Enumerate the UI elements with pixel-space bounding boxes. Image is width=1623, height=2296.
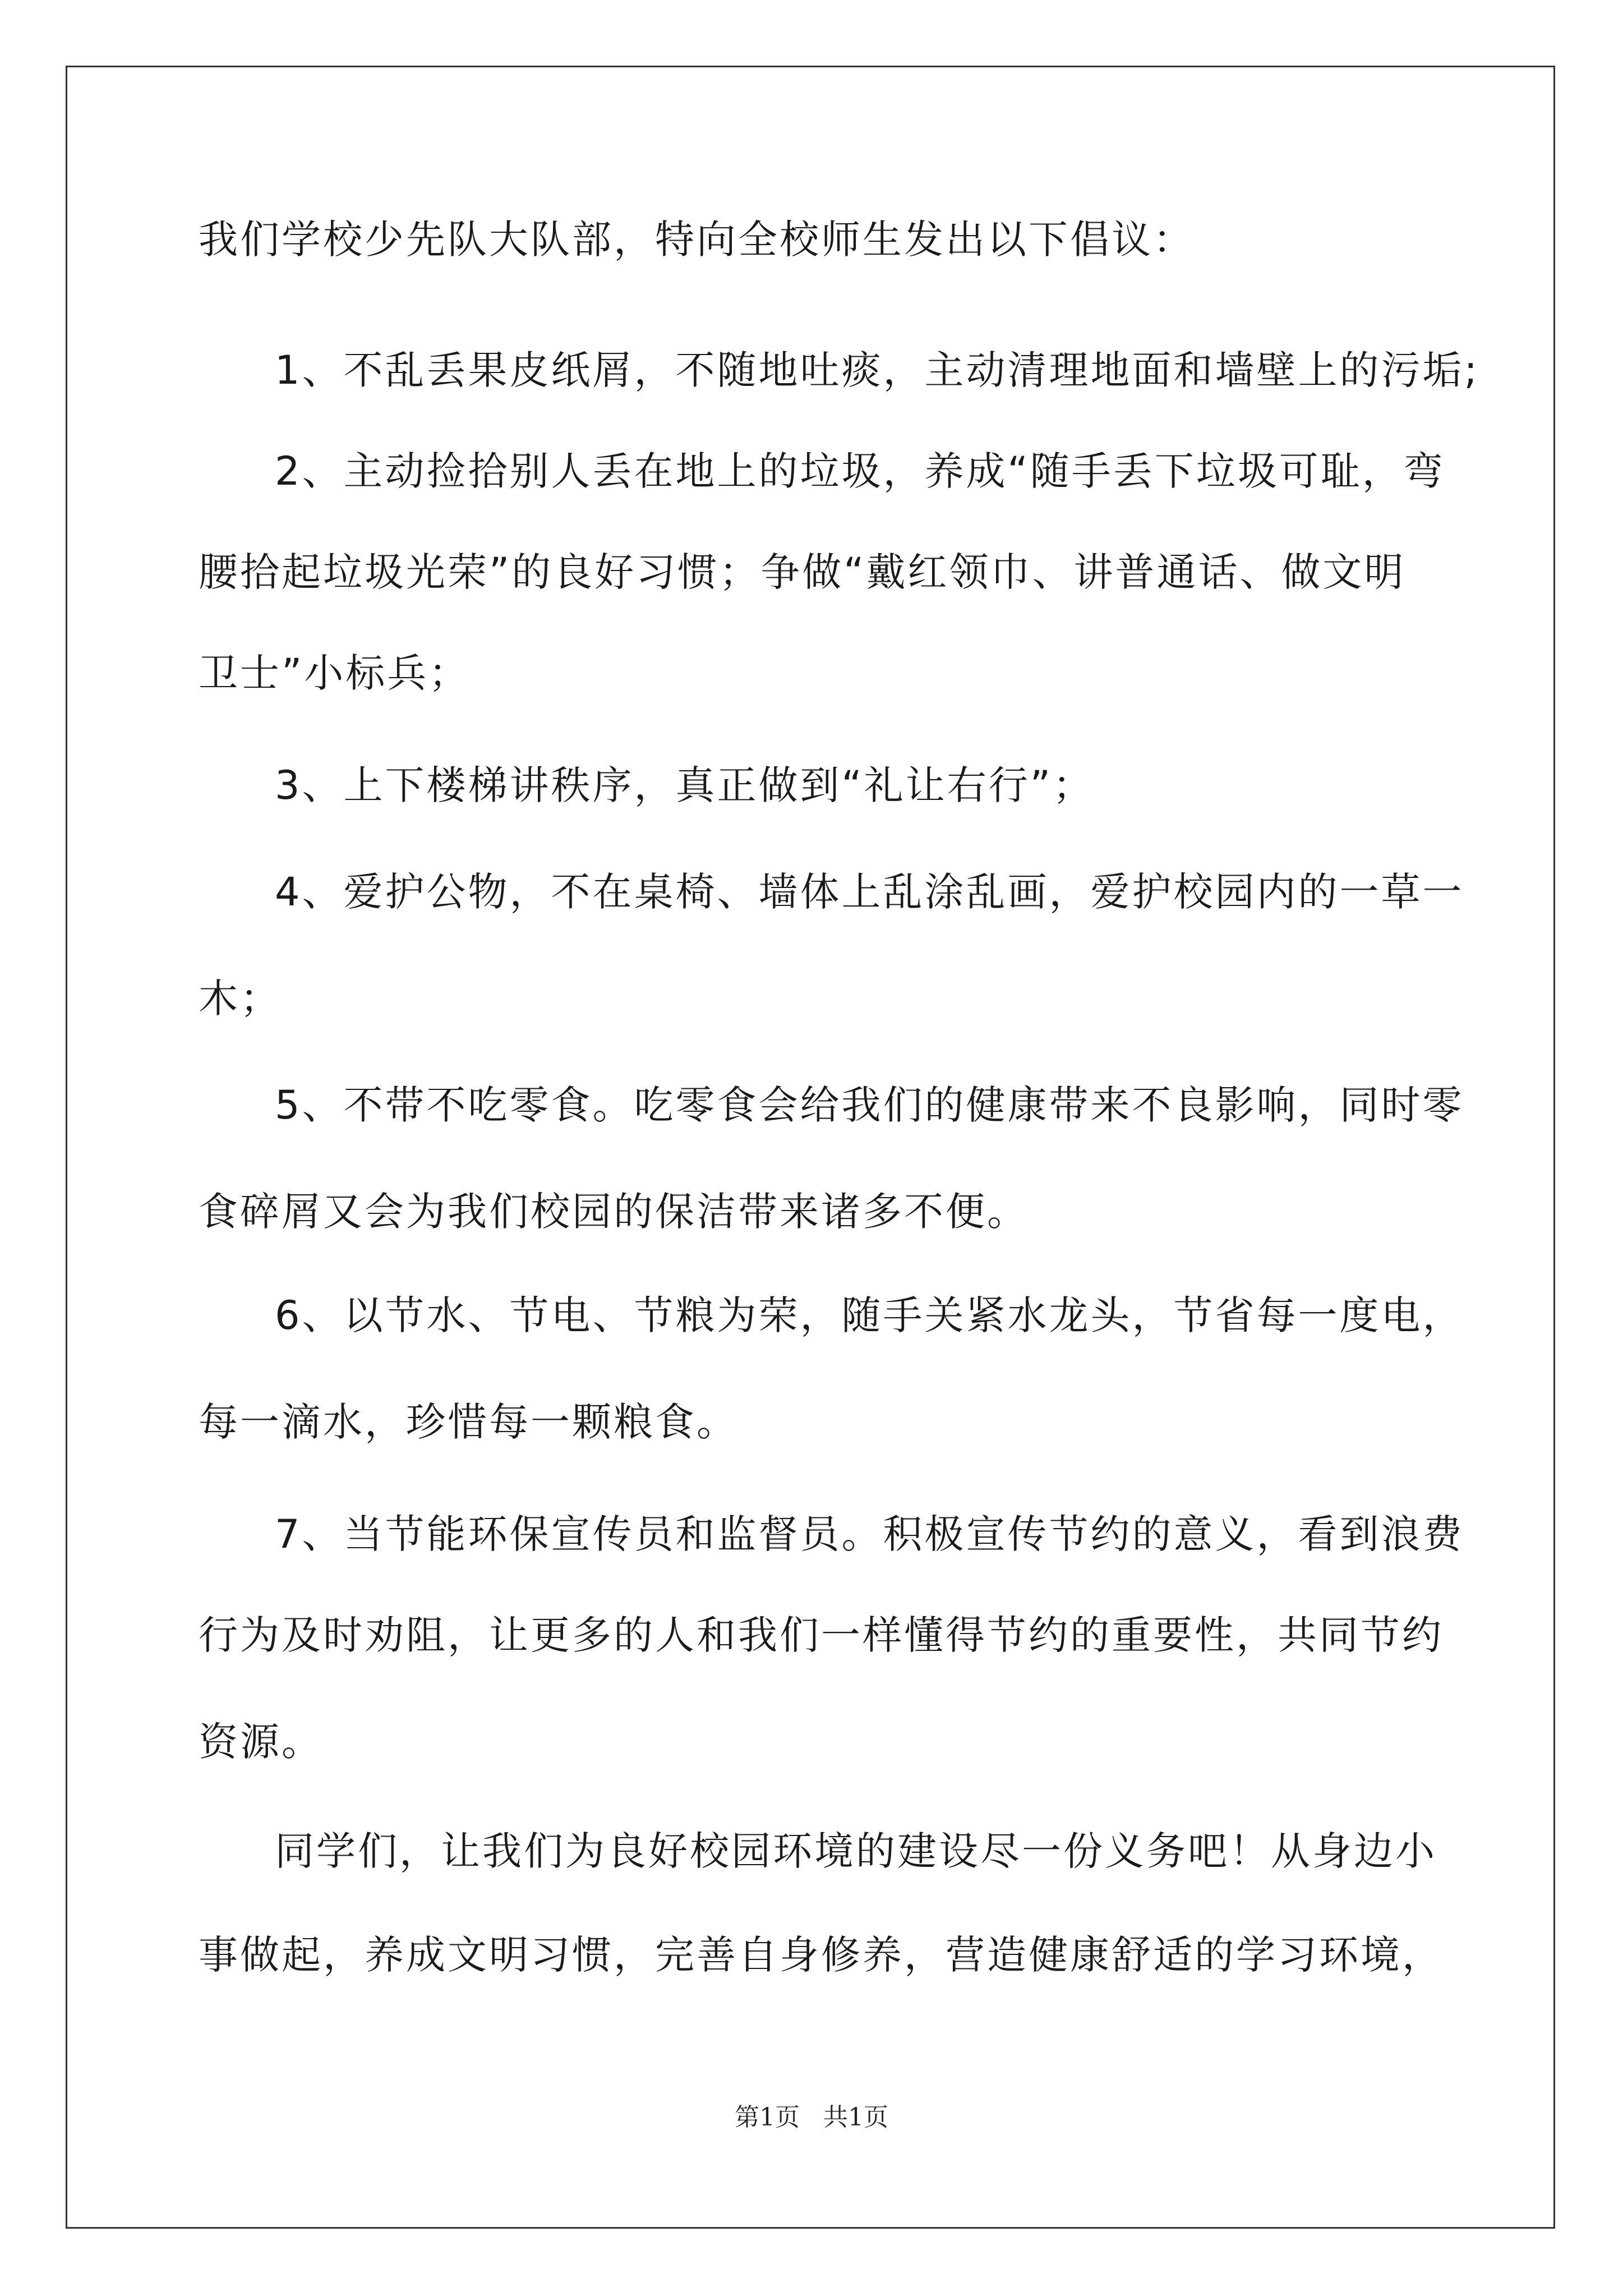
text-line: 5、不带不吃零食。吃零食会给我们的健康带来不良影响，同时零: [275, 1082, 1464, 1128]
text-line: 木；: [199, 976, 282, 1022]
text-line: 事做起，养成文明习惯，完善自身修养，营造健康舒适的学习环境，: [199, 1932, 1444, 1978]
text-line: 3、上下楼梯讲秩序，真正做到“礼让右行”；: [275, 762, 1095, 808]
text-line: 资源。: [199, 1719, 323, 1765]
text-line: 7、当节能环保宣传员和监督员。积极宣传节约的意义，看到浪费: [275, 1511, 1464, 1557]
text-line: 腰拾起垃圾光荣”的良好习惯；争做“戴红领巾、讲普通话、做文明: [199, 549, 1406, 595]
text-line: 行为及时劝阻，让更多的人和我们一样懂得节约的重要性，共同节约: [199, 1612, 1444, 1658]
text-line: 同学们，让我们为良好校园环境的建设尽一份义务吧！从身边小: [275, 1828, 1437, 1874]
page-footer: [0, 2101, 1623, 2134]
page-number-total: 共1页: [823, 2103, 888, 2132]
text-line: 2、主动捡拾别人丢在地上的垃圾，养成“随手丢下垃圾可耻，弯: [275, 448, 1445, 494]
text-line: 每一滴水，珍惜每一颗粮食。: [199, 1399, 738, 1445]
text-line: 1、不乱丢果皮纸屑，不随地吐痰，主动清理地面和墙壁上的污垢;: [275, 347, 1480, 393]
text-line: 卫士”小标兵；: [199, 650, 471, 696]
text-line: 食碎屑又会为我们校园的保洁带来诸多不便。: [199, 1189, 1029, 1235]
page-number-current: 第1页: [735, 2103, 800, 2132]
text-line: 6、以节水、节电、节粮为荣，随手关紧水龙头，节省每一度电，: [275, 1292, 1464, 1338]
text-line: 4、爱护公物，不在桌椅、墙体上乱涂乱画，爱护校园内的一草一: [275, 869, 1464, 915]
text-line: 我们学校少先队大队部，特向全校师生发出以下倡议：: [199, 217, 1195, 263]
